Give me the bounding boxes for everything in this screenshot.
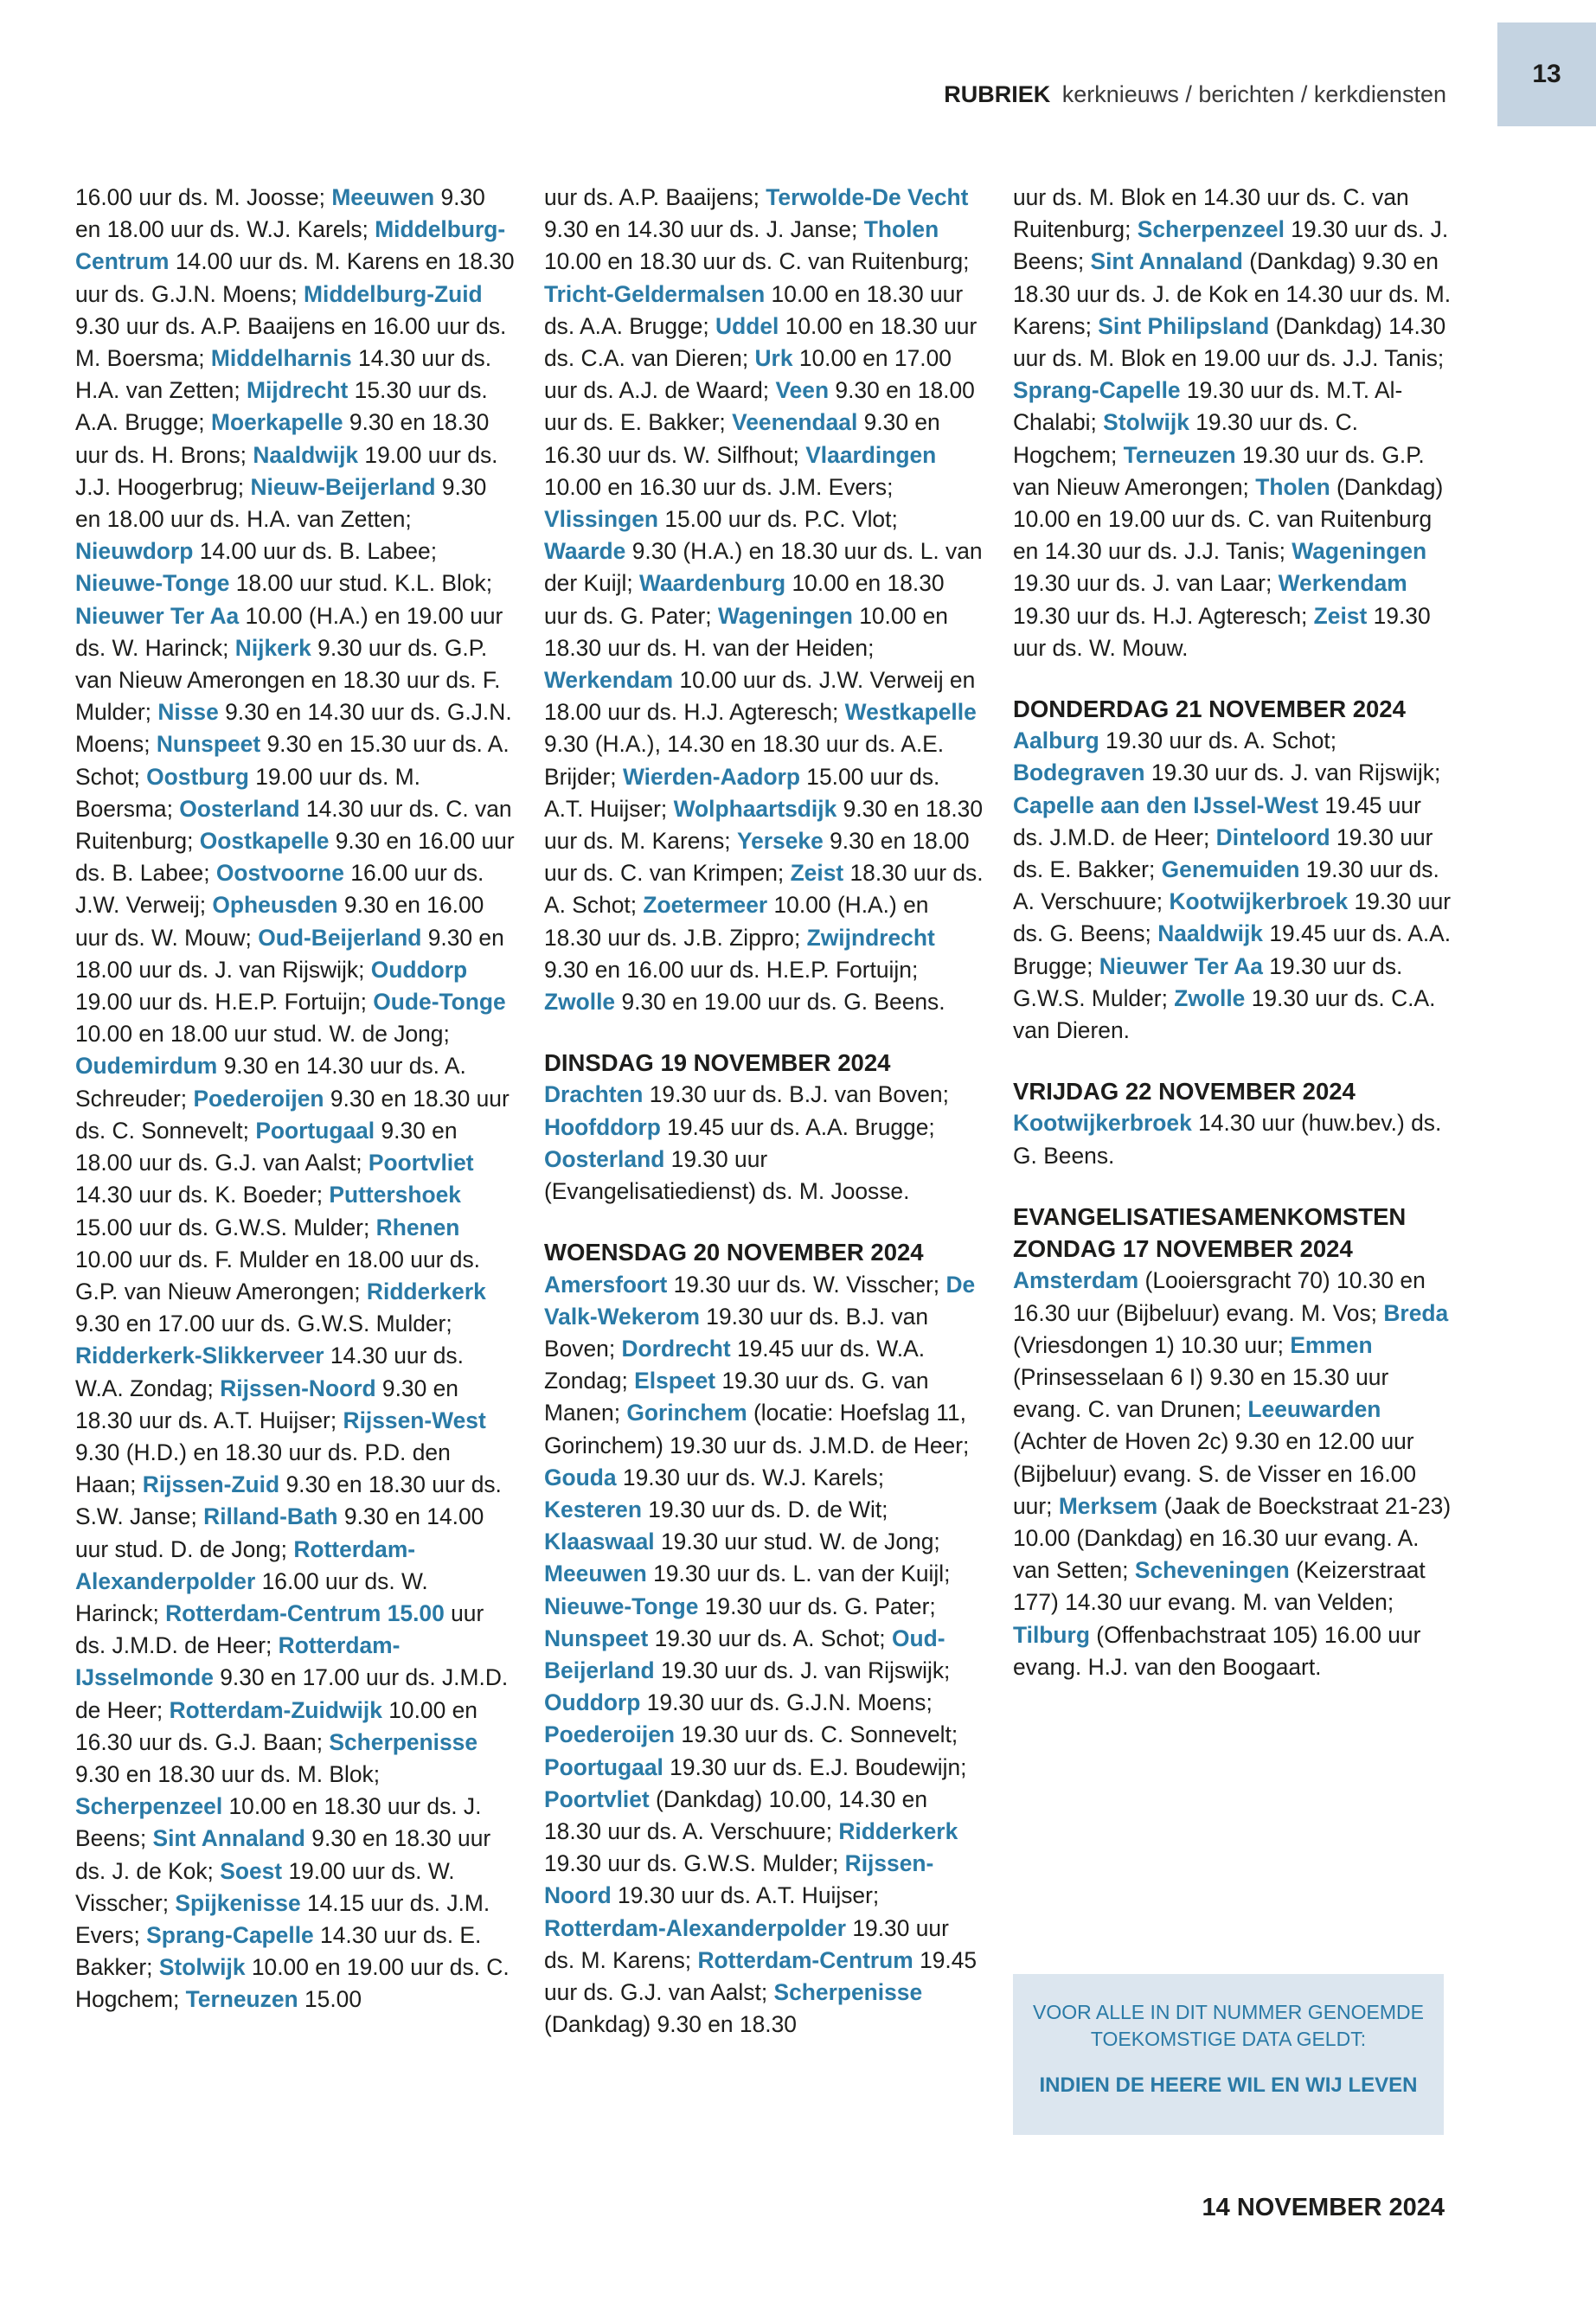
place-name[interactable]: Yerseke: [736, 828, 824, 855]
service-section: [1013, 1075, 1452, 1172]
section-heading: DINSDAG 19 NOVEMBER 2024: [544, 1049, 891, 1077]
service-details: 9.30 en 14.30 uur ds. G.J.N. Moens;: [75, 699, 512, 758]
service-details: 19.45 uur ds. J.M.D. de Heer;: [1013, 792, 1421, 850]
page-number: 13: [1532, 60, 1561, 88]
service-details: 10.00 (H.A.) en 18.30 uur ds. J.B. Zippro;: [544, 892, 929, 951]
place-name[interactable]: Zwolle: [544, 989, 616, 1016]
service-details: 18.00 uur stud. K.L. Blok;: [229, 570, 493, 597]
place-name[interactable]: Poederoijen: [544, 1721, 676, 1748]
service-details: 15.00: [298, 1986, 362, 2013]
service-details: (Prinsesselaan 6 I) 9.30 en 15.30 uur evang. C. van Drunen;: [1013, 1363, 1389, 1423]
service-details: (Dankdag) 14.30 uur ds. M. Blok en 19.00 uur ds. J.J. Tanis;: [1013, 312, 1446, 372]
place-name[interactable]: Moerkapelle: [210, 409, 343, 436]
place-name[interactable]: Naaldwijk: [253, 441, 359, 468]
service-details: 19.30 uur ds. H.J. Agteresch;: [1013, 602, 1314, 629]
notice-title: VOOR ALLE IN DIT NUMMER GENOEMDE TOEKOMSTIGE DATA GELDT:: [1033, 2001, 1424, 2050]
place-name[interactable]: Kootwijkerbroek: [1013, 1110, 1192, 1137]
place-name[interactable]: Sprang-Capelle: [1013, 377, 1181, 404]
service-details: 9.30 en 14.30 uur ds. J. Janse;: [544, 216, 864, 243]
service-details: (Dankdag) 10.00 en 19.00 uur ds. C. van Ruitenburg en 14.30 uur ds. J.J. Tanis;: [1013, 473, 1444, 565]
place-name[interactable]: Rijssen-Noord: [220, 1375, 376, 1401]
place-name[interactable]: Kesteren: [544, 1496, 642, 1522]
service-listing: [544, 1269, 984, 2041]
place-name[interactable]: Oosterland: [544, 1145, 665, 1172]
service-details: 19.30 uur ds. G.J.N. Moens;: [640, 1689, 933, 1716]
service-details: 10.00 en 16.30 uur ds. G.J. Baan;: [75, 1696, 478, 1755]
service-details: 14.30 uur ds. H.A. van Zetten;: [75, 345, 492, 404]
place-name[interactable]: Klaaswaal: [544, 1529, 655, 1555]
service-details: uur ds. M. Blok en 14.30 uur ds. C. van Ruitenburg;: [1013, 184, 1409, 243]
section-heading: DONDERDAG 21 NOVEMBER 2024: [1013, 695, 1406, 723]
place-name[interactable]: Oostkapelle: [199, 828, 330, 855]
place-name[interactable]: Naaldwijk: [1157, 920, 1263, 947]
place-name[interactable]: Puttershoek: [329, 1182, 461, 1208]
service-details: 19.30 uur ds. M.T. Al-Chalabi;: [1013, 377, 1403, 436]
service-details: 19.00 uur ds. W. Visscher;: [75, 1857, 455, 1916]
service-details: (Offenbachstraat 105) 16.00 uur evang. H.J. van den Boogaart.: [1013, 1621, 1421, 1680]
service-details: 16.00 uur ds. W. Harinck;: [75, 1567, 428, 1626]
service-details: 9.30 (H.A.), 14.30 en 18.30 uur ds. A.E. Brijder;: [544, 731, 945, 790]
place-name[interactable]: Scherpenzeel: [1137, 216, 1285, 243]
service-details: 19.30 uur ds. M. Karens;: [544, 1914, 949, 1973]
service-section: [75, 182, 515, 2016]
service-details: (Dankdag) 9.30 en 18.30: [544, 2011, 797, 2038]
place-name[interactable]: Meeuwen: [331, 184, 435, 210]
service-details: 18.30 uur ds. A. Schot;: [544, 860, 984, 919]
place-name[interactable]: Soest: [220, 1857, 283, 1884]
place-name[interactable]: Gouda: [544, 1464, 617, 1490]
place-name[interactable]: Vlissingen: [544, 506, 658, 533]
place-name[interactable]: Urk: [754, 345, 793, 372]
place-name[interactable]: Gorinchem: [626, 1400, 747, 1426]
service-details: 9.30 en 18.30 uur ds. S.W. Janse;: [75, 1471, 502, 1530]
service-details: 10.00 en 19.00 uur ds. C. Hogchem;: [75, 1954, 510, 2013]
service-listing: [1013, 1265, 1452, 1683]
service-details: 19.30 uur ds. G.W.S. Mulder;: [1013, 952, 1403, 1011]
service-details: 9.30 (H.A.) en 18.30 uur ds. L. van der Kuijl;: [544, 538, 983, 597]
place-name[interactable]: Waarde: [544, 538, 626, 565]
service-details: 9.30 en 16.00 uur ds. H.E.P. Fortuijn;: [544, 956, 919, 983]
service-details: 19.30 uur ds. C. Hogchem;: [1013, 409, 1358, 468]
service-details: (Looiersgracht 70) 10.30 en 16.30 uur (Bijbeluur) evang. M. Vos;: [1013, 1267, 1426, 1326]
service-details: 19.30 uur ds. J. van Rijswijk;: [1144, 760, 1441, 786]
place-name[interactable]: Stolwijk: [1103, 409, 1189, 436]
place-name[interactable]: Rilland-Bath: [203, 1503, 338, 1530]
place-name[interactable]: Genemuiden: [1161, 856, 1300, 883]
service-details: 9.30 en 16.30 uur ds. W. Silfhout;: [544, 409, 940, 468]
service-details: 19.30 uur ds. J. Beens;: [1013, 216, 1449, 275]
service-details: 19.30 uur ds. C.A. van Dieren.: [1013, 984, 1436, 1044]
place-name[interactable]: Capelle aan den IJssel-West: [1013, 792, 1319, 818]
service-details: (locatie: Hoefslag 11, Gorinchem) 19.30 uur ds. J.M.D. de Heer;: [544, 1400, 970, 1458]
service-details: 19.30 uur ds. A. Schot;: [648, 1625, 892, 1651]
place-name[interactable]: Werkendam: [1278, 570, 1407, 597]
place-name[interactable]: Terneuzen: [1123, 441, 1236, 468]
place-name[interactable]: Wierden-Aadorp: [622, 763, 800, 790]
service-details: 14.30 uur ds. E. Bakker;: [75, 1921, 482, 1981]
service-details: 15.00 uur ds. G.W.S. Mulder;: [75, 1214, 376, 1240]
service-details: 10.00 (H.A.) en 19.00 uur ds. W. Harinck;: [75, 602, 503, 661]
service-details: 9.30 en 18.00 uur ds. G.J. van Aalst;: [75, 1117, 458, 1176]
place-name[interactable]: Drachten: [544, 1081, 644, 1108]
service-details: 9.30 en 14.30 uur ds. A. Schreuder;: [75, 1053, 466, 1112]
service-details: 19.30 uur ds. L. van der Kuijl;: [646, 1561, 951, 1587]
service-details: 19.30 uur ds. J. van Laar;: [1013, 570, 1279, 597]
service-details: 19.30 uur ds. W. Mouw.: [1013, 602, 1431, 661]
place-name[interactable]: Merksem: [1058, 1492, 1158, 1519]
place-name[interactable]: Tricht-Geldermalsen: [544, 280, 766, 307]
notice-box: [1013, 1974, 1444, 2135]
column-1: [75, 182, 515, 2016]
service-details: 10.00 uur ds. F. Mulder en 18.00 uur ds. G.P. van Nieuw Amerongen;: [75, 1246, 480, 1304]
service-details: 9.30 en 15.30 uur ds. A. Schot;: [75, 731, 510, 790]
service-details: 19.30 uur (Evangelisatiedienst) ds. M. Joosse.: [544, 1145, 910, 1205]
place-name[interactable]: Mijdrecht: [247, 377, 349, 404]
service-details: 9.30 en 18.00 uur ds. J. van Rijswijk;: [75, 924, 504, 983]
service-details: 9.30 uur ds. G.P. van Nieuw Amerongen en 18.30 uur ds. F. Mulder;: [75, 634, 501, 726]
place-name[interactable]: Dordrecht: [621, 1335, 731, 1362]
service-details: 10.00 en 18.30 uur ds. C.A. van Dieren;: [544, 312, 977, 372]
service-details: 19.30 uur ds. A. Verschuure;: [1013, 856, 1439, 915]
place-name[interactable]: Dinteloord: [1215, 824, 1330, 850]
service-details: 19.45 uur ds. A.A. Brugge;: [660, 1113, 935, 1140]
place-name[interactable]: Terneuzen: [185, 1986, 298, 2013]
place-name[interactable]: Opheusden: [212, 892, 338, 919]
service-details: 15.00 uur ds. A.T. Huijser;: [544, 763, 940, 822]
place-name[interactable]: Nunspeet: [156, 731, 261, 758]
place-name[interactable]: Rhenen: [375, 1214, 460, 1240]
place-name[interactable]: Emmen: [1290, 1331, 1373, 1358]
place-name[interactable]: Rijssen-West: [343, 1407, 486, 1433]
service-details: 10.00 en 18.30 uur ds. H. van der Heiden;: [544, 602, 948, 661]
place-name[interactable]: Uddel: [715, 312, 779, 339]
service-details: 9.30 en 18.30 uur ds. A.T. Huijser;: [75, 1375, 458, 1433]
service-details: 19.30 uur ds. B.J. van Boven;: [544, 1303, 929, 1362]
service-details: 16.00 uur ds. M. Joosse;: [75, 184, 332, 210]
place-name[interactable]: Ouddorp: [370, 956, 468, 983]
place-name[interactable]: Veen: [775, 377, 830, 404]
place-name[interactable]: Aalburg: [1013, 727, 1099, 754]
place-name[interactable]: Kootwijkerbroek: [1169, 888, 1349, 915]
service-details: 19.30 uur ds. W. Visscher;: [667, 1271, 946, 1298]
place-name[interactable]: Poortvliet: [368, 1150, 474, 1176]
place-name[interactable]: Ridderkerk-Slikkerveer: [75, 1343, 324, 1369]
place-name[interactable]: Leeuwarden: [1247, 1396, 1381, 1423]
place-name[interactable]: Nieuw-Beijerland: [250, 473, 436, 500]
place-name[interactable]: Middelburg-Centrum: [75, 216, 506, 275]
service-details: uur ds. A.P. Baaijens;: [544, 184, 766, 210]
place-name[interactable]: Elspeet: [634, 1368, 716, 1394]
service-listing: [544, 182, 984, 1018]
service-details: 19.00 uur ds. H.E.P. Fortuijn;: [75, 989, 374, 1016]
service-details: 10.00 en 18.30 uur ds. G. Pater;: [544, 570, 945, 629]
place-name[interactable]: Rijssen-Zuid: [142, 1471, 280, 1498]
service-details: 19.30 uur ds. D. de Wit;: [641, 1496, 888, 1522]
place-name[interactable]: Ridderkerk: [366, 1278, 486, 1304]
service-details: 19.30 uur ds. G.P. van Nieuw Amerongen;: [1013, 441, 1425, 500]
place-name[interactable]: Zeist: [1313, 602, 1368, 629]
place-name[interactable]: Meeuwen: [544, 1561, 647, 1587]
service-details: 9.30 en 16.00 uur ds. B. Labee;: [75, 828, 515, 887]
service-details: 19.30 uur ds. A.T. Huijser;: [611, 1882, 880, 1909]
place-name[interactable]: Tholen: [1255, 473, 1330, 500]
service-details: 9.30 en 16.00 uur ds. W. Mouw;: [75, 892, 484, 951]
service-details: 14.00 uur ds. M. Karens en 18.30 uur ds. G.J.N. Moens;: [75, 248, 515, 307]
service-details: 9.30 en 18.30 uur ds. H. Brons;: [75, 409, 490, 468]
service-details: 19.30 uur ds. G. van Manen;: [544, 1368, 929, 1426]
service-details: 9.30 en 14.00 uur stud. D. de Jong;: [75, 1503, 484, 1562]
place-name[interactable]: Amsterdam: [1013, 1267, 1139, 1294]
place-name[interactable]: Scherpenzeel: [75, 1793, 223, 1820]
place-name[interactable]: Sint Annaland: [1090, 248, 1243, 275]
service-details: 9.30 uur ds. A.P. Baaijens en 16.00 uur ds. M. Boersma;: [75, 312, 507, 372]
place-name[interactable]: Poortugaal: [255, 1117, 375, 1144]
service-section: [544, 182, 984, 1018]
section-heading: EVANGELISATIESAMENKOMSTEN ZONDAG 17 NOVEMBER 2024: [1013, 1202, 1407, 1263]
place-name[interactable]: Poederoijen: [193, 1085, 324, 1112]
service-section: [544, 1047, 984, 1208]
place-name[interactable]: Scherpenisse: [773, 1978, 923, 2005]
place-name[interactable]: Oostburg: [146, 763, 249, 790]
service-details: (Vriesdongen 1) 10.30 uur;: [1013, 1331, 1291, 1358]
place-name[interactable]: Nisse: [157, 699, 219, 726]
place-name[interactable]: Rijssen-Noord: [544, 1850, 934, 1909]
service-details: 14.15 uur ds. J.M. Evers;: [75, 1889, 490, 1948]
service-details: 9.30 en 18.00 uur ds. W.J. Karels;: [75, 184, 485, 243]
place-name[interactable]: Wageningen: [1292, 538, 1427, 565]
place-name[interactable]: Rotterdam-Centrum 15.00: [165, 1599, 445, 1626]
place-name[interactable]: Nieuwdorp: [75, 538, 194, 565]
rubriek-categories: kerknieuws / berichten / kerkdiensten: [1061, 81, 1446, 107]
service-details: 10.00 uur ds. J.W. Verweij en 18.00 uur ds. H.J. Agteresch;: [544, 667, 976, 726]
place-name[interactable]: Rotterdam-IJsselmonde: [75, 1632, 401, 1691]
service-details: 9.30 en 18.30 uur ds. M. Blok;: [75, 1760, 381, 1787]
service-details: (Dankdag) 9.30 en 18.30 uur ds. J. de Kok en 14.30 uur ds. M. Karens;: [1013, 248, 1452, 339]
service-details: 9.30 en 17.00 uur ds. G.W.S. Mulder;: [75, 1311, 452, 1337]
notice-emphasis: INDIEN DE HEERE WIL EN WIJ LEVEN: [1039, 2073, 1418, 2097]
service-details: 19.30 uur ds. G. Pater;: [698, 1593, 936, 1619]
service-details: 16.00 uur ds. J.W. Verweij;: [75, 860, 484, 919]
service-details: 9.30 en 18.00 uur ds. C. van Krimpen;: [544, 828, 970, 887]
service-details: 10.00 en 18.00 uur stud. W. de Jong;: [75, 1021, 450, 1048]
place-name[interactable]: Spijkenisse: [175, 1889, 301, 1916]
column-3: [1013, 182, 1452, 1683]
place-name[interactable]: Waardenburg: [639, 570, 786, 597]
service-details: 9.30 en 18.30 uur ds. M. Karens;: [544, 795, 984, 855]
service-details: (Dankdag) 10.00, 14.30 en 18.30 uur ds. A. Verschuure;: [544, 1785, 928, 1844]
place-name[interactable]: Oosterland: [179, 795, 300, 822]
service-details: 9.30 en 17.00 uur ds. J.M.D. de Heer;: [75, 1664, 509, 1723]
place-name[interactable]: Werkendam: [544, 667, 674, 694]
place-name[interactable]: Nijkerk: [234, 634, 311, 661]
place-name[interactable]: Rotterdam-Alexanderpolder: [544, 1914, 847, 1941]
place-name[interactable]: Breda: [1383, 1299, 1449, 1326]
service-details: 19.30 uur ds. G. Beens;: [1013, 888, 1452, 947]
service-details: 9.30 en 18.30 uur ds. J. de Kok;: [75, 1825, 491, 1884]
service-details: 14.30 uur (huw.bev.) ds. G. Beens.: [1013, 1110, 1442, 1169]
page-number-tab: [1497, 22, 1596, 126]
service-details: 14.30 uur ds. W.A. Zondag;: [75, 1343, 464, 1401]
service-section: [1013, 1201, 1452, 1683]
place-name[interactable]: Scherpenisse: [329, 1728, 478, 1755]
place-name[interactable]: Nieuwe-Tonge: [75, 570, 230, 597]
service-listing: [75, 182, 515, 2016]
service-details: 10.00 en 18.30 uur ds. A.A. Brugge;: [544, 280, 964, 339]
rubriek-label: RUBRIEK: [944, 81, 1051, 107]
place-name[interactable]: Zoetermeer: [643, 892, 768, 919]
service-details: 10.00 en 18.30 uur ds. J. Beens;: [75, 1793, 482, 1852]
place-name[interactable]: Nunspeet: [544, 1625, 649, 1651]
place-name[interactable]: Oostvoorne: [215, 860, 344, 887]
service-details: 19.00 uur ds. J.J. Hoogerbrug;: [75, 441, 498, 500]
place-name[interactable]: Bodegraven: [1013, 760, 1145, 786]
place-name[interactable]: Vlaardingen: [805, 441, 937, 468]
service-details: uur ds. J.M.D. de Heer;: [75, 1599, 484, 1659]
column-2: [544, 182, 984, 2041]
place-name[interactable]: Poortvliet: [544, 1785, 650, 1812]
service-details: 9.30 en 18.00 uur ds. E. Bakker;: [544, 377, 975, 436]
place-name[interactable]: Nieuwer Ter Aa: [1099, 952, 1263, 979]
service-details: 19.30 uur stud. W. de Jong;: [654, 1529, 940, 1555]
place-name[interactable]: Wageningen: [717, 602, 853, 629]
service-listing: [1013, 182, 1452, 664]
service-details: 9.30 en 18.30 uur ds. C. Sonnevelt;: [75, 1085, 510, 1144]
service-details: 19.30 uur ds. W.J. Karels;: [616, 1464, 885, 1490]
place-name[interactable]: Nieuwe-Tonge: [544, 1593, 699, 1619]
section-heading: VRIJDAG 22 NOVEMBER 2024: [1013, 1078, 1356, 1106]
place-name[interactable]: Stolwijk: [158, 1954, 246, 1981]
place-name[interactable]: Poortugaal: [544, 1753, 663, 1780]
service-details: 10.00 en 16.30 uur ds. J.M. Evers;: [544, 473, 894, 500]
service-details: 19.30 uur ds. B.J. van Boven;: [643, 1081, 949, 1108]
place-name[interactable]: Amersfoort: [544, 1271, 668, 1298]
place-name[interactable]: Veenendaal: [732, 409, 858, 436]
service-section: [1013, 693, 1452, 1047]
place-name[interactable]: Rotterdam-Centrum: [697, 1946, 913, 1973]
place-name[interactable]: Ridderkerk: [838, 1817, 958, 1844]
service-details: (Keizerstraat 177) 14.30 uur evang. M. van Velden;: [1013, 1557, 1426, 1616]
service-details: 9.30 en 19.00 uur ds. G. Beens.: [615, 989, 945, 1016]
place-name[interactable]: Middelharnis: [210, 345, 352, 372]
place-name[interactable]: Oude-Tonge: [373, 989, 506, 1016]
service-details: 19.45 uur ds. A.A. Brugge;: [1013, 920, 1452, 979]
place-name[interactable]: Scheveningen: [1134, 1557, 1290, 1584]
service-details: 9.30 en 18.00 uur ds. H.A. van Zetten;: [75, 473, 487, 533]
place-name[interactable]: Middelburg-Zuid: [304, 280, 483, 307]
service-details: 15.30 uur ds. A.A. Brugge;: [75, 377, 488, 436]
place-name[interactable]: Tilburg: [1013, 1621, 1090, 1648]
place-name[interactable]: Terwolde-De Vecht: [766, 184, 969, 210]
place-name[interactable]: Zeist: [790, 860, 844, 887]
service-details: 10.00 en 18.30 uur ds. C. van Ruitenburg;: [544, 248, 970, 275]
section-heading: WOENSDAG 20 NOVEMBER 2024: [544, 1239, 924, 1266]
service-section: [544, 1236, 984, 2041]
service-details: 19.30 uur ds. C. Sonnevelt;: [675, 1721, 958, 1748]
place-name[interactable]: Zwolle: [1174, 984, 1246, 1011]
service-details: 19.30 uur ds. E.J. Boudewijn;: [663, 1753, 967, 1780]
place-name[interactable]: Sint Philipsland: [1098, 312, 1270, 339]
place-name[interactable]: Zwijndrecht: [806, 924, 935, 951]
service-details: 19.45 uur ds. W.A. Zondag;: [544, 1335, 926, 1394]
place-name[interactable]: Tholen: [863, 216, 939, 243]
service-listing: [1013, 1107, 1452, 1171]
place-name[interactable]: Sint Annaland: [152, 1825, 305, 1852]
service-details: 14.30 uur ds. C. van Ruitenburg;: [75, 795, 512, 855]
service-details: 14.30 uur ds. K. Boeder;: [75, 1182, 330, 1208]
place-name[interactable]: Oud-Beijerland: [258, 924, 422, 951]
service-details: 19.45 uur ds. G.J. van Aalst;: [544, 1946, 977, 2005]
service-details: 14.00 uur ds. B. Labee;: [193, 538, 438, 565]
place-name[interactable]: Oudemirdum: [75, 1053, 218, 1080]
service-details: 19.30 uur ds. A. Schot;: [1099, 727, 1337, 754]
place-name[interactable]: Wolphaartsdijk: [673, 795, 837, 822]
service-details: 19.00 uur ds. M. Boersma;: [75, 763, 420, 822]
service-details: 19.30 uur ds. E. Bakker;: [1013, 824, 1433, 883]
service-details: 9.30 (H.D.) en 18.30 uur ds. P.D. den Haan;: [75, 1439, 451, 1498]
place-name[interactable]: Ouddorp: [544, 1689, 641, 1716]
place-name[interactable]: De Valk-Wekerom: [544, 1271, 976, 1330]
service-details: 10.00 en 17.00 uur ds. A.J. de Waard;: [544, 345, 952, 404]
place-name[interactable]: Hoofddorp: [544, 1113, 661, 1140]
page-footer-date: 14 NOVEMBER 2024: [1202, 2194, 1445, 2221]
place-name[interactable]: Rotterdam-Alexanderpolder: [75, 1535, 416, 1594]
service-details: 19.30 uur ds. J. van Rijswijk;: [654, 1657, 951, 1683]
service-details: (Jaak de Boeckstraat 21-23) 10.00 (Dankdag) en 16.30 uur evang. A. van Setten;: [1013, 1492, 1452, 1584]
place-name[interactable]: Nieuwer Ter Aa: [75, 602, 240, 629]
place-name[interactable]: Westkapelle: [844, 699, 977, 726]
service-details: 19.30 uur ds. G.W.S. Mulder;: [544, 1850, 845, 1877]
place-name[interactable]: Sprang-Capelle: [146, 1921, 314, 1948]
service-listing: [544, 1079, 984, 1208]
page-header: [865, 81, 1446, 108]
place-name[interactable]: Oud-Beijerland: [544, 1625, 945, 1683]
service-section: [1013, 182, 1452, 664]
place-name[interactable]: Rotterdam-Zuidwijk: [169, 1696, 382, 1723]
service-listing: [1013, 725, 1452, 1047]
service-details: (Achter de Hoven 2c) 9.30 en 12.00 uur (Bijbeluur) evang. S. de Visser en 16.00 uur;: [1013, 1428, 1417, 1519]
service-details: 15.00 uur ds. P.C. Vlot;: [658, 506, 898, 533]
